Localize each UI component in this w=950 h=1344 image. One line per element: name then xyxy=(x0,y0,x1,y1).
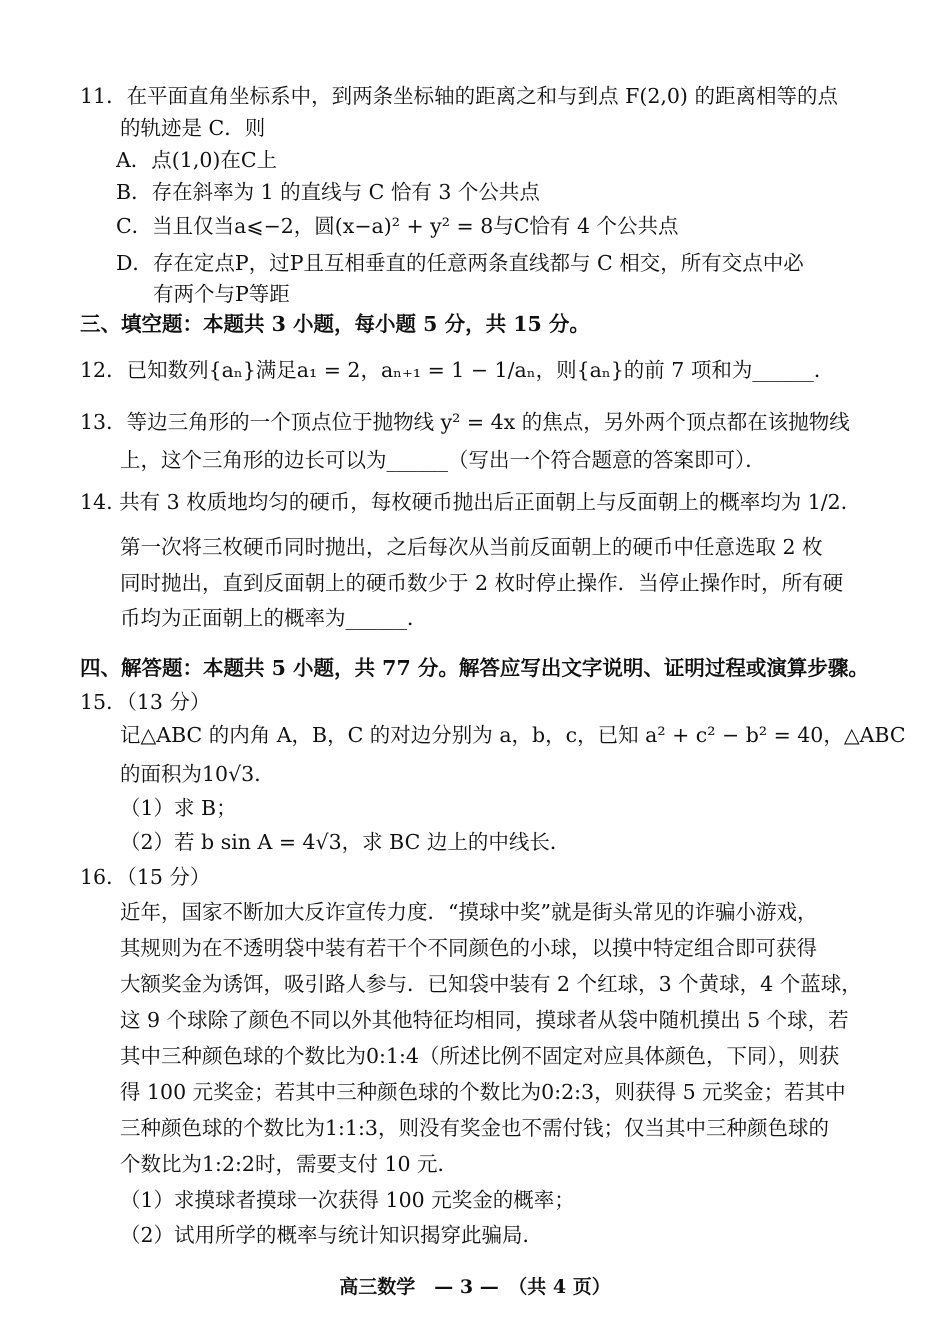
q16-line: 其中三种颜色球的个数比为0:1:4（所述比例不固定对应具体颜色，下同），则获 xyxy=(120,1044,840,1068)
q11-line1: 11．在平面直角坐标系中，到两条坐标轴的距离之和与到点 F(2,0) 的距离相等的点 xyxy=(80,84,838,108)
q11-option-d-line2: 有两个与P等距 xyxy=(153,282,290,306)
q11-option-c: C．当且仅当a⩽−2，圆(x−a)² + y² = 8与C恰有 4 个公共点 xyxy=(116,214,679,238)
q15-part2: （2）若 b sin A = 4√3，求 BC 边上的中线长． xyxy=(120,830,571,854)
q16-line: 这 9 个球除了颜色不同以外其他特征均相同，摸球者从袋中随机摸出 5 个球，若 xyxy=(120,1008,849,1032)
section3-heading: 三、填空题：本题共 3 小题，每小题 5 分，共 15 分。 xyxy=(80,312,590,336)
q16-line: 得 100 元奖金；若其中三种颜色球的个数比为0:2:3，则获得 5 元奖金；若其中 xyxy=(120,1080,846,1104)
q14-line3: 同时抛出，直到反面朝上的硬币数少于 2 枚时停止操作．当停止操作时，所有硬 xyxy=(120,571,844,595)
q11-option-a: A．点(1,0)在C上 xyxy=(116,148,278,172)
q16-part1: （1）求摸球者摸球一次获得 100 元奖金的概率； xyxy=(120,1188,575,1212)
q11-option-d-line1: D．存在定点P，过P且互相垂直的任意两条直线都与 C 相交，所有交点中必 xyxy=(116,251,804,275)
q15-line1: 记△ABC 的内角 A，B，C 的对边分别为 a，b，c，已知 a² + c² − b² = 40，△ABC xyxy=(120,723,906,747)
q16-line: 其规则为在不透明袋中装有若干个不同颜色的小球，以摸中特定组合即可获得 xyxy=(120,936,817,960)
q16-line: 个数比为1:2:2时，需要支付 10 元． xyxy=(120,1152,459,1176)
q16-line: 三种颜色球的个数比为1:1:3，则没有奖金也不需付钱；仅当其中三种颜色球的 xyxy=(120,1116,829,1140)
q16-part2: （2）试用所学的概率与统计知识揭穿此骗局． xyxy=(120,1223,544,1247)
q16-head: 16．（15 分） xyxy=(80,865,211,889)
q14-line1: 14. 共有 3 枚质地均匀的硬币，每枚硬币抛出后正面朝上与反面朝上的概率均为 1/2． xyxy=(80,490,862,514)
q11-option-b: B．存在斜率为 1 的直线与 C 恰有 3 个公共点 xyxy=(116,180,540,204)
q15-part1: （1）求 B； xyxy=(120,796,237,820)
q14-line4: 币均为正面朝上的概率为______． xyxy=(120,606,428,630)
q13-line2: 上，这个三角形的边长可以为______（写出一个符合题意的答案即可）． xyxy=(120,448,766,472)
q16-line: 近年，国家不断加大反诈宣传力度．“摸球中奖”就是街头常见的诈骗小游戏， xyxy=(120,900,818,924)
q15-line2: 的面积为10√3． xyxy=(120,762,275,786)
q14-line2: 第一次将三枚硬币同时抛出，之后每次从当前反面朝上的硬币中任意选取 2 枚 xyxy=(120,535,823,559)
section4-heading: 四、解答题：本题共 5 小题，共 77 分。解答应写出文字说明、证明过程或演算步骤。 xyxy=(80,656,869,680)
page-footer: 高三数学 — 3 — （共 4 页） xyxy=(339,1276,611,1298)
q12: 12．已知数列{aₙ}满足a₁ = 2，aₙ₊₁ = 1 − 1/aₙ，则{aₙ}的前 7 项和为______． xyxy=(80,358,835,382)
q13-line1: 13．等边三角形的一个顶点位于抛物线 y² = 4x 的焦点，另外两个顶点都在该抛物线 xyxy=(80,410,850,434)
q16-line: 大额奖金为诱饵，吸引路人参与．已知袋中装有 2 个红球，3 个黄球，4 个蓝球， xyxy=(120,972,862,996)
q15-head: 15．（13 分） xyxy=(80,690,211,714)
q11-line2: 的轨迹是 C．则 xyxy=(120,116,266,140)
